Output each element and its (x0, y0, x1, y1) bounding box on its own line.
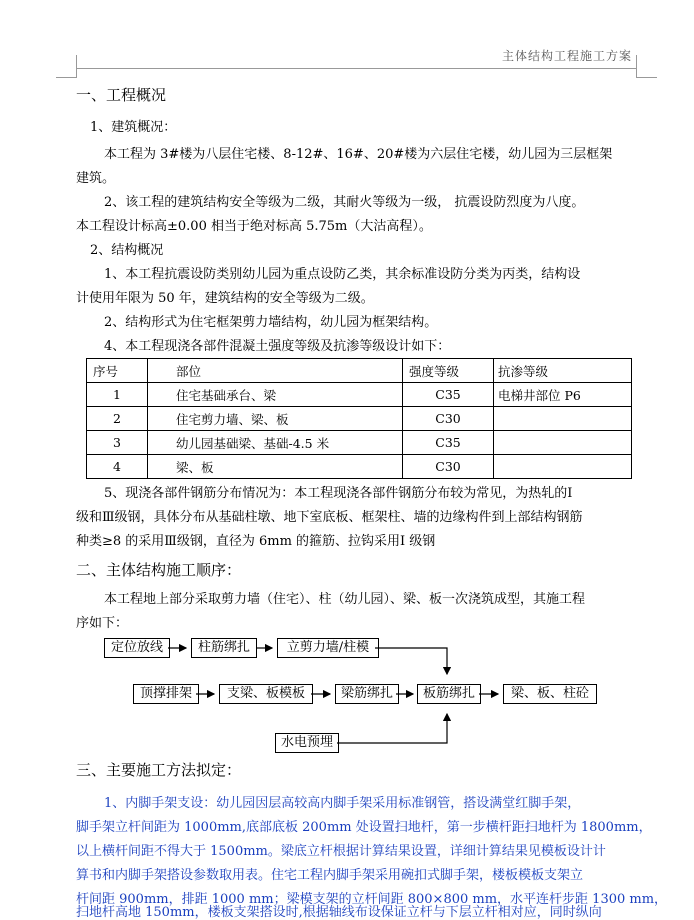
table-header-cell: 部位 (148, 359, 403, 383)
scaffold-line4: 算书和内脚手架搭设参数取用表。住宅工程内脚手架采用碗扣式脚手架，楼板模板支架立 (76, 868, 584, 883)
table-cell (494, 455, 632, 479)
header-rule (76, 68, 636, 69)
table-cell: 2 (87, 407, 148, 431)
table-header-row (87, 359, 632, 383)
flow-step-positioning: 定位放线 (104, 638, 170, 658)
table-cell: 1 (87, 383, 148, 407)
scaffold-line5: 杆间距 900mm，排距 1000 mm；梁模支架的立杆间距 800×800 mm，水平连杆步距 1300 mm， (76, 892, 668, 907)
table-cell: 电梯井部位 P6 (494, 383, 632, 407)
arrow-b3-b7 (375, 648, 447, 674)
table-cell: 梁、板 (148, 455, 403, 479)
table-row (87, 455, 632, 479)
table-header-cell: 序号 (87, 359, 148, 383)
scaffold-line3: 以上横杆间距不得大于 1500mm。梁底立杆根据计算结果设置，详细计算结果见模板设计计 (76, 844, 606, 859)
table-cell: C35 (403, 431, 494, 455)
table-cell: 3 (87, 431, 148, 455)
section1-p2-line1: 2、该工程的建筑结构安全等级为二级，其耐火等级为一级， 抗震设防烈度为八度。 (104, 195, 585, 210)
structure-item1-line1: 1、本工程抗震设防类别幼儿园为重点设防乙类，其余标准设防分类为丙类，结构设 (104, 267, 581, 282)
section1-title: 一、工程概况 (76, 86, 167, 104)
table-cell: 幼儿园基础梁、基础-4.5 米 (148, 431, 403, 455)
table-row (87, 383, 632, 407)
structure-item4: 4、本工程现浇各部件混凝土强度等级及抗渗等级设计如下： (104, 339, 451, 354)
flow-step-shoring: 顶撑排架 (133, 684, 199, 704)
flow-step-mep-embed: 水电预埋 (275, 733, 339, 753)
structure-item2: 2、结构形式为住宅框架剪力墙结构，幼儿园为框架结构。 (104, 315, 438, 330)
flow-step-column-rebar: 柱筋绑扎 (191, 638, 257, 658)
rebar-line2: 级和Ⅲ级钢，具体分布从基础柱墩、地下室底板、框架柱、墙的边缘构件到上部结构钢筋 (76, 510, 583, 525)
table-row (87, 431, 632, 455)
rebar-line3: 种类≥8 的采用Ⅲ级钢，直径为 6mm 的箍筋、拉钩采用Ⅰ 级钢 (76, 534, 436, 549)
scaffold-line2: 脚手架立杆间距为 1000mm,底部底板 200mm 处设置扫地杆，第一步横杆距扫地杆为 1800mm， (76, 820, 652, 835)
table-cell: 住宅基础承台、梁 (148, 383, 403, 407)
flow-step-wall-formwork: 立剪力墙/柱模 (277, 638, 379, 658)
table-header-cell: 强度等级 (403, 359, 494, 383)
flow-step-beam-rebar: 梁筋绑扎 (335, 684, 399, 704)
table-cell: C35 (403, 383, 494, 407)
section1-p1-line2: 建筑。 (76, 171, 116, 186)
running-header: 主体结构工程施工方案 (501, 49, 632, 63)
table-cell (494, 431, 632, 455)
structure-item1-line2: 计使用年限为 50 年，建筑结构的安全等级为二级。 (76, 291, 374, 306)
flow-step-concrete-pour: 梁、板、柱砼 (503, 684, 597, 704)
section2-title: 二、主体结构施工顺序： (76, 561, 242, 579)
table-cell: C30 (403, 407, 494, 431)
flow-step-beam-slab-formwork: 支梁、板模板 (219, 684, 313, 704)
flow-step-slab-rebar: 板筋绑扎 (417, 684, 481, 704)
section1-p2-line2: 本工程设计标高±0.00 相当于绝对标高 5.75m（大沽高程）。 (76, 219, 432, 234)
section1-sub2: 2、结构概况 (90, 243, 164, 258)
rebar-line1: 5、现浇各部件钢筋分布情况为：本工程现浇各部件钢筋分布较为常见，为热轧的Ⅰ (104, 486, 573, 501)
arrow-b9-b7 (337, 714, 447, 743)
table-cell: C30 (403, 455, 494, 479)
scaffold-line1: 1、内脚手架支设：幼儿园因层高较高内脚手架采用标准钢管，搭设满堂红脚手架， (104, 796, 581, 811)
table-cell: 4 (87, 455, 148, 479)
table-header-cell: 抗渗等级 (494, 359, 632, 383)
section1-sub1: 1、建筑概况： (90, 120, 177, 135)
crop-mark-top-left (56, 55, 77, 78)
scaffold-line6-cut: 扫地杆高地 150mm，楼板支架搭设时,根据轴线布设保证立杆与下层立杆相对应，同时纵向 (76, 905, 602, 920)
concrete-grade-table (86, 358, 632, 479)
section3-title: 三、主要施工方法拟定： (76, 761, 242, 779)
crop-mark-top-right (636, 55, 657, 78)
table-cell: 住宅剪力墙、梁、板 (148, 407, 403, 431)
table-cell (494, 407, 632, 431)
section2-p-line1: 本工程地上部分采取剪力墙（住宅）、柱（幼儿园）、梁、板一次浇筑成型，其施工程 (104, 592, 586, 607)
section2-p-line2: 序如下： (76, 616, 129, 631)
section1-p1-line1: 本工程为 3#楼为八层住宅楼、8-12#、16#、20#楼为六层住宅楼，幼儿园为三层框架 (104, 147, 613, 162)
table-row (87, 407, 632, 431)
